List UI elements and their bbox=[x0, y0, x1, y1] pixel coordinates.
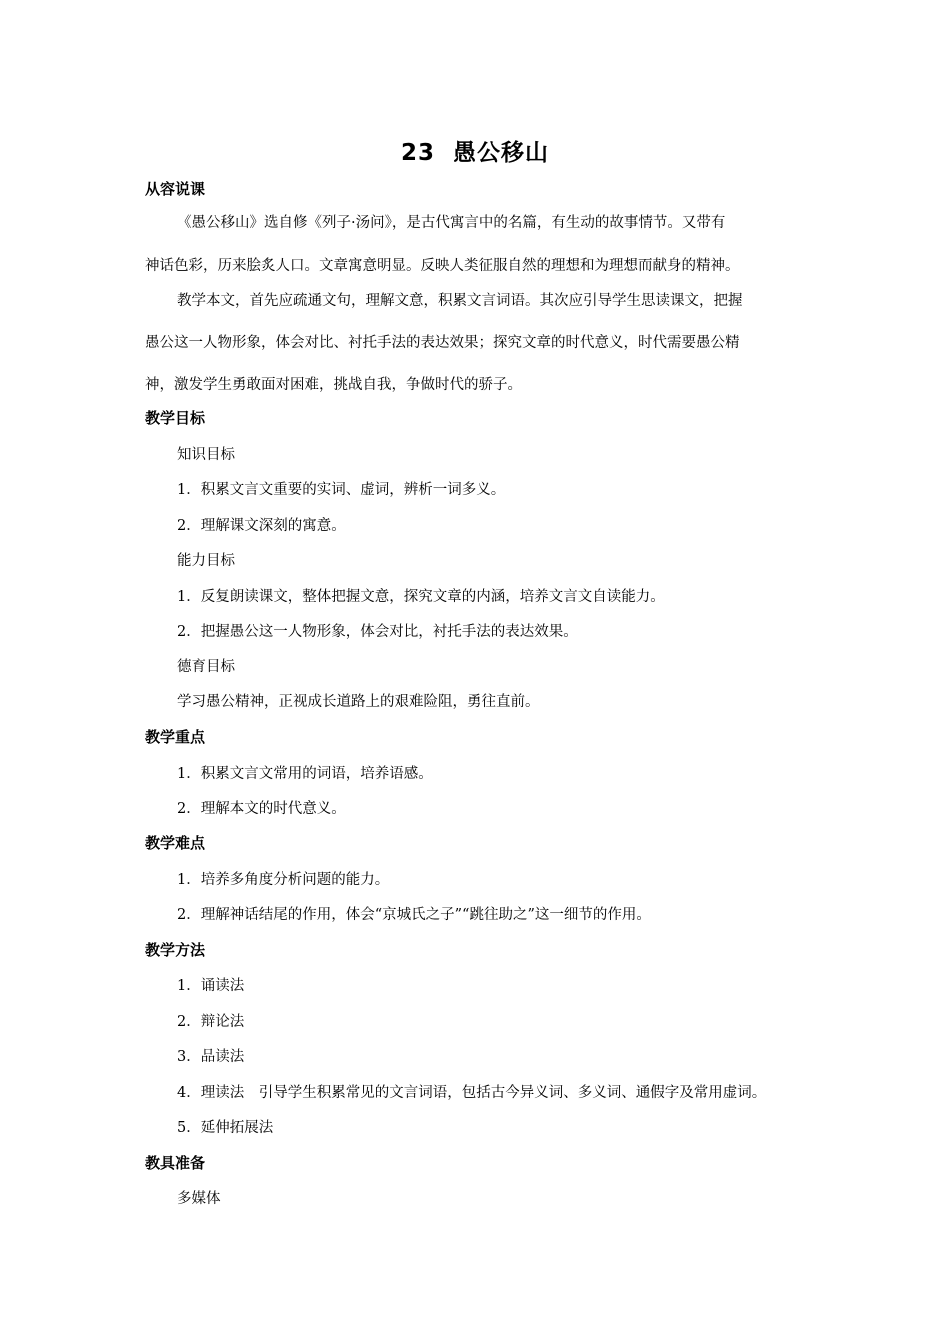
intro-paragraph-line: 神，激发学生勇敢面对困难，挑战自我，争做时代的骄子。 bbox=[145, 377, 522, 393]
lesson-title: 愚公移山 bbox=[453, 140, 549, 166]
list-item: 2．理解本文的时代意义。 bbox=[177, 801, 346, 817]
subheading-knowledge: 知识目标 bbox=[177, 447, 235, 463]
moral-text: 学习愚公精神，正视成长道路上的艰难险阻，勇往直前。 bbox=[177, 694, 540, 710]
section-heading-goals: 教学目标 bbox=[145, 409, 206, 427]
lesson-number: 23 bbox=[400, 140, 435, 166]
list-item: 1．培养多角度分析问题的能力。 bbox=[177, 872, 390, 888]
section-heading-tools: 教具准备 bbox=[145, 1154, 206, 1172]
list-item: 1．积累文言文重要的实词、虚词，辨析一词多义。 bbox=[177, 482, 506, 498]
list-item: 2．把握愚公这一人物形象，体会对比，衬托手法的表达效果。 bbox=[177, 624, 578, 640]
section-heading-key-points: 教学重点 bbox=[145, 728, 206, 746]
intro-paragraph-line: 《愚公移山》选自修《列子·汤问》，是古代寓言中的名篇，有生动的故事情节。又带有 bbox=[177, 215, 726, 231]
section-heading-methods: 教学方法 bbox=[145, 941, 206, 959]
page-title bbox=[0, 134, 950, 167]
tools-text: 多媒体 bbox=[177, 1191, 221, 1207]
list-item: 1．诵读法 bbox=[177, 978, 245, 994]
section-heading-intro: 从容说课 bbox=[145, 180, 206, 198]
intro-paragraph-line: 愚公这一人物形象，体会对比、衬托手法的表达效果；探究文章的时代意义，时代需要愚公精 bbox=[145, 335, 740, 351]
list-item: 2．理解神话结尾的作用，体会“京城氏之子”“跳往助之”这一细节的作用。 bbox=[177, 907, 651, 923]
intro-paragraph-line: 教学本文，首先应疏通文句，理解文意，积累文言词语。其次应引导学生思读课文，把握 bbox=[177, 293, 743, 309]
section-heading-difficulties: 教学难点 bbox=[145, 834, 206, 852]
list-item: 3．品读法 bbox=[177, 1049, 245, 1065]
subheading-moral: 德育目标 bbox=[177, 659, 235, 675]
list-item: 1．积累文言文常用的词语，培养语感。 bbox=[177, 766, 433, 782]
list-item: 1．反复朗读课文，整体把握文意，探究文章的内涵，培养文言文自读能力。 bbox=[177, 589, 665, 605]
list-item: 5．延伸拓展法 bbox=[177, 1120, 274, 1136]
subheading-ability: 能力目标 bbox=[177, 553, 235, 569]
list-item: 2．辩论法 bbox=[177, 1014, 245, 1030]
intro-paragraph-line: 神话色彩，历来脍炙人口。文章寓意明显。反映人类征服自然的理想和为理想而献身的精神。 bbox=[145, 258, 740, 274]
list-item: 2．理解课文深刻的寓意。 bbox=[177, 518, 346, 534]
list-item: 4．理读法 引导学生积累常见的文言词语，包括古今异义词、多义词、通假字及常用虚词。 bbox=[177, 1085, 767, 1101]
